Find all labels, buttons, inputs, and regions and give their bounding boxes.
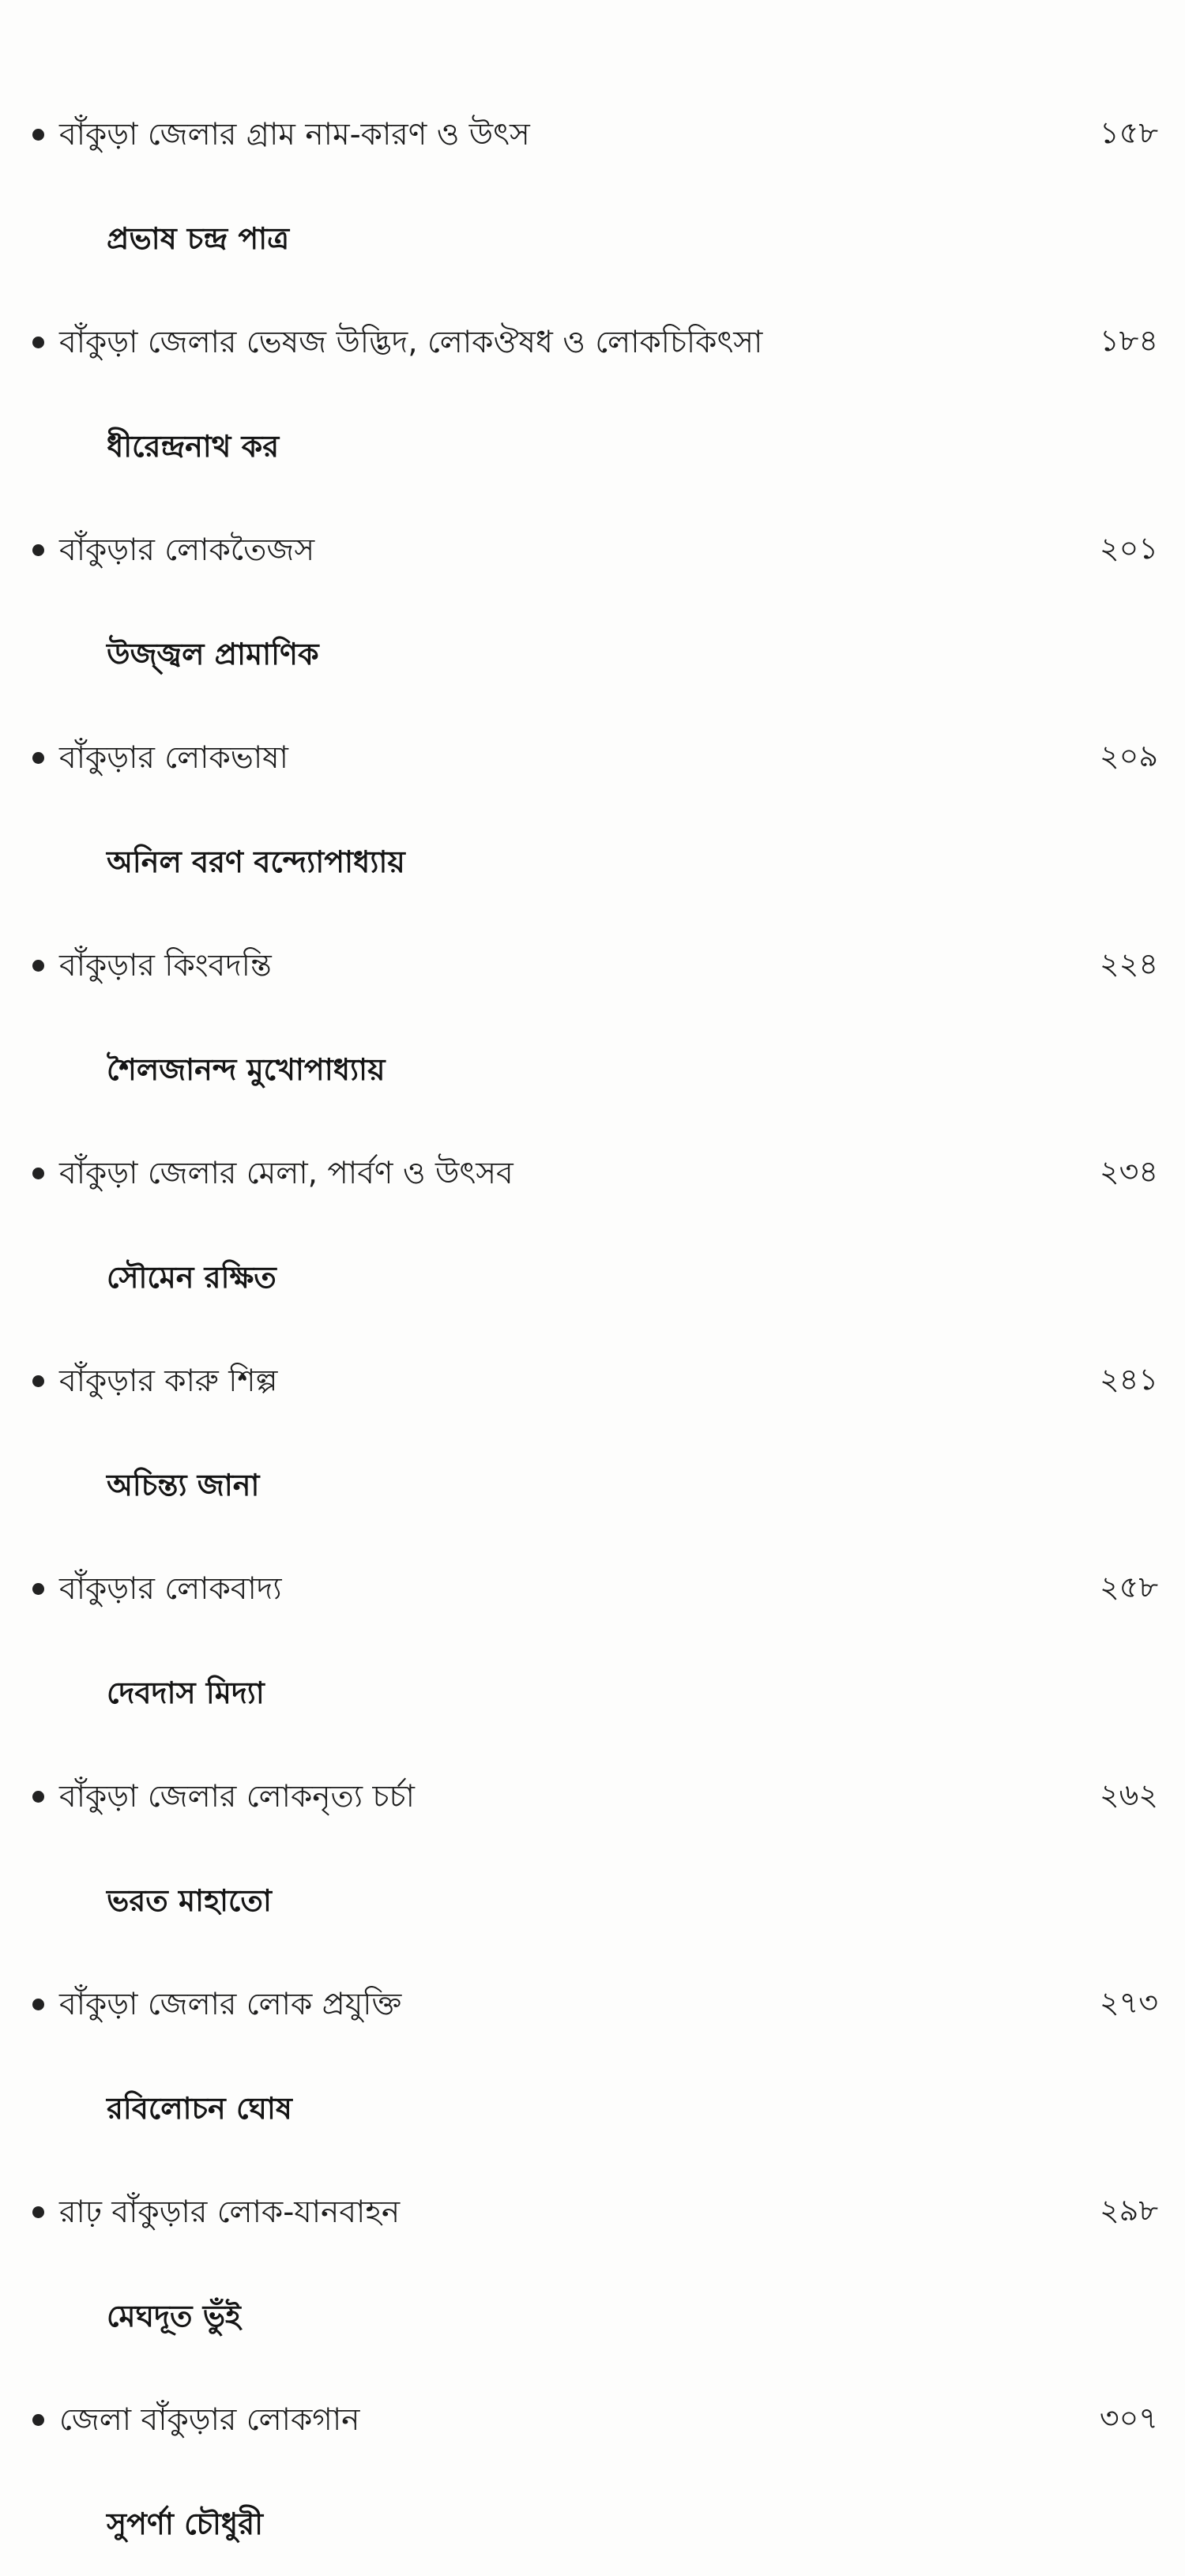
toc-title-row bbox=[28, 914, 1158, 1017]
toc-author-row bbox=[28, 1848, 1158, 1953]
toc-title: জেলা বাঁকুড়ার লোকগান bbox=[59, 2402, 360, 2438]
toc-author-row bbox=[28, 2056, 1158, 2160]
toc-entry bbox=[28, 1122, 1158, 1329]
toc-title: বাঁকুড়া জেলার গ্রাম নাম-কারণ ও উৎস bbox=[59, 117, 530, 152]
toc-page-number: ১৫৮ bbox=[1100, 115, 1158, 150]
toc-title-row bbox=[28, 291, 1158, 394]
bullet-icon bbox=[32, 337, 44, 348]
toc-page-number: ৩০৭ bbox=[1099, 2400, 1158, 2435]
toc-title-row bbox=[28, 2368, 1158, 2472]
toc-author: মেঘদূত ভুঁই bbox=[107, 2299, 241, 2333]
toc-author-row bbox=[28, 1433, 1158, 1537]
toc-author: রবিলোচন ঘোষ bbox=[107, 2091, 292, 2126]
toc-entry bbox=[28, 1745, 1158, 1953]
toc-author: অনিল বরণ বন্দ্যোপাধ্যায় bbox=[107, 844, 405, 879]
toc-entry bbox=[28, 291, 1158, 498]
toc-title: বাঁকুড়ার লোকবাদ্য bbox=[59, 1571, 282, 1607]
toc-author: সৌমেন রক্ষিত bbox=[107, 1260, 276, 1295]
toc-entry bbox=[28, 706, 1158, 914]
toc-title: বাঁকুড়ার কিংবদন্তি bbox=[59, 948, 272, 983]
bullet-icon bbox=[32, 2414, 44, 2426]
toc-author: ধীরেন্দ্রনাথ কর bbox=[107, 429, 280, 464]
toc-title: বাঁকুড়ার কারু শিল্প bbox=[59, 1363, 278, 1399]
toc-title-row bbox=[28, 1953, 1158, 2056]
toc-list bbox=[28, 83, 1158, 2576]
toc-author: উজ্জ্বল প্রামাণিক bbox=[107, 637, 319, 671]
toc-page-number: ১৮৪ bbox=[1100, 322, 1158, 358]
toc-author: সুপর্ণা চৌধুরী bbox=[107, 2506, 263, 2541]
toc-page-number: ২০১ bbox=[1099, 530, 1158, 566]
toc-title-row bbox=[28, 2160, 1158, 2264]
toc-page-number: ২৬২ bbox=[1099, 1777, 1158, 1812]
toc-author-row bbox=[28, 1225, 1158, 1329]
toc-entry bbox=[28, 914, 1158, 1122]
toc-entry bbox=[28, 1537, 1158, 1745]
toc-entry bbox=[28, 83, 1158, 291]
toc-author: দেবদাস মিদ্যা bbox=[107, 1675, 265, 1710]
toc-entry bbox=[28, 2368, 1158, 2576]
toc-entry bbox=[28, 1953, 1158, 2160]
bullet-icon bbox=[32, 960, 44, 972]
toc-title-row bbox=[28, 1745, 1158, 1848]
toc-page-number: ২২৪ bbox=[1099, 946, 1158, 981]
bullet-icon bbox=[32, 1999, 44, 2010]
toc-title: রাঢ় বাঁকুড়ার লোক-যানবাহন bbox=[59, 2194, 401, 2230]
toc-title-row bbox=[28, 1329, 1158, 1433]
toc-page-number: ২৯৮ bbox=[1099, 2192, 1158, 2228]
toc-author-row bbox=[28, 394, 1158, 498]
toc-author: শৈলজানন্দ মুখোপাধ্যায় bbox=[107, 1052, 386, 1087]
bullet-icon bbox=[32, 129, 44, 141]
bullet-icon bbox=[32, 1168, 44, 1179]
toc-entry bbox=[28, 498, 1158, 706]
toc-title-row bbox=[28, 1122, 1158, 1225]
toc-title: বাঁকুড়া জেলার ভেষজ উদ্ভিদ, লোকঔষধ ও লোকচিকিৎসা bbox=[59, 325, 763, 360]
toc-page-number: ২৪১ bbox=[1099, 1361, 1158, 1397]
toc-author: অচিন্ত্য জানা bbox=[107, 1468, 260, 1502]
bullet-icon bbox=[32, 1375, 44, 1387]
bullet-icon bbox=[32, 2206, 44, 2218]
bullet-icon bbox=[32, 1791, 44, 1803]
toc-author-row bbox=[28, 602, 1158, 706]
toc-entry bbox=[28, 1329, 1158, 1537]
toc-author-row bbox=[28, 2264, 1158, 2368]
toc-title-row bbox=[28, 498, 1158, 602]
bullet-icon bbox=[32, 752, 44, 764]
toc-page-number: ২৩৪ bbox=[1099, 1153, 1158, 1189]
toc-title: বাঁকুড়ার লোকভাষা bbox=[59, 740, 288, 776]
toc-title-row bbox=[28, 83, 1158, 186]
toc-title: বাঁকুড়া জেলার লোক প্রযুক্তি bbox=[59, 1987, 402, 2022]
bullet-icon bbox=[32, 1583, 44, 1595]
toc-author: ভরত মাহাতো bbox=[107, 1883, 272, 1918]
toc-title-row bbox=[28, 706, 1158, 810]
toc-author-row bbox=[28, 186, 1158, 291]
toc-author-row bbox=[28, 2472, 1158, 2576]
bullet-icon bbox=[32, 544, 44, 556]
toc-title: বাঁকুড়া জেলার লোকনৃত্য চর্চা bbox=[59, 1779, 415, 1814]
toc-page-number: ২৭৩ bbox=[1099, 1984, 1158, 2020]
toc-title-row bbox=[28, 1537, 1158, 1641]
toc-entry bbox=[28, 2160, 1158, 2368]
toc-author-row bbox=[28, 810, 1158, 914]
toc-author-row bbox=[28, 1017, 1158, 1122]
toc-page-number: ২৫৮ bbox=[1099, 1569, 1158, 1604]
toc-author: প্রভাষ চন্দ্র পাত্র bbox=[107, 221, 290, 256]
toc-author-row bbox=[28, 1641, 1158, 1745]
toc-title: বাঁকুড়ার লোকতৈজস bbox=[59, 532, 315, 568]
toc-page-number: ২০৯ bbox=[1099, 738, 1158, 773]
toc-title: বাঁকুড়া জেলার মেলা, পার্বণ ও উৎসব bbox=[59, 1156, 514, 1191]
